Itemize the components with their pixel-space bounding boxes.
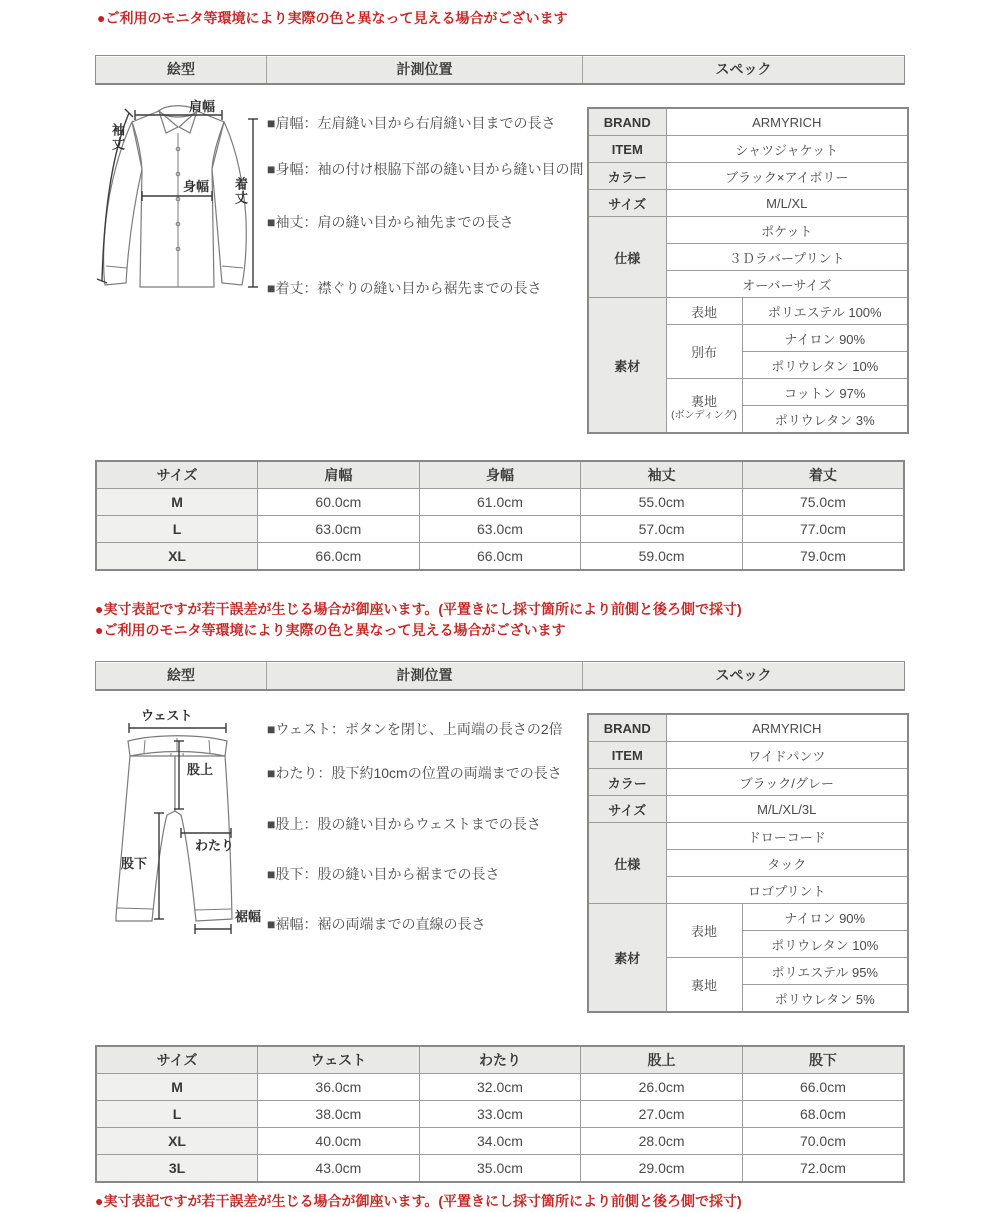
size-label: サイズ [588, 796, 666, 823]
size-cell: 68.0cm [742, 1101, 904, 1128]
measure-note: ■袖丈：肩の縫い目から袖先までの長さ [267, 213, 514, 230]
pants-waist-label: ウェスト [141, 708, 193, 723]
pants-hem-label: 裾幅 [235, 909, 262, 924]
size-row [96, 1128, 904, 1155]
size-name: XL [96, 1128, 258, 1155]
color-label: カラー [588, 163, 666, 190]
size-name: M [96, 1074, 258, 1101]
header-spec-label: スペック [582, 662, 904, 689]
size-cell: 66.0cm [742, 1074, 904, 1101]
size-cell: 57.0cm [581, 516, 743, 543]
material-value: ポリウレタン 10% [742, 931, 908, 958]
size-cell: 40.0cm [258, 1128, 420, 1155]
size-chart-header: サイズ [96, 461, 258, 489]
size-cell: 66.0cm [419, 543, 581, 571]
size-chart-header: 身幅 [419, 461, 581, 489]
size-row [96, 489, 904, 516]
pants-illustration [95, 708, 265, 939]
measure-note: ■着丈：襟ぐりの縫い目から裾先までの長さ [267, 279, 542, 296]
header-pattern-label: 絵型 [167, 61, 195, 77]
pants-spec-table [587, 713, 909, 1013]
size-cell: 75.0cm [742, 489, 904, 516]
shirt-measure-notes [267, 99, 587, 434]
size-cell: 70.0cm [742, 1128, 904, 1155]
size-cell: 29.0cm [581, 1155, 743, 1183]
size-chart-header: ウェスト [258, 1046, 420, 1074]
shirt-spec-table [587, 107, 909, 434]
pants-size-chart [95, 1045, 905, 1183]
size-name: L [96, 516, 258, 543]
size-chart-header: 着丈 [742, 461, 904, 489]
measurement-tolerance-notice: ●実寸表記ですが若干誤差が生じる場合が御座います。(平置きにし採寸箇所により前側と後ろ側で採寸) [95, 1193, 742, 1209]
brand-value: ARMYRICH [666, 108, 908, 136]
measure-note: ■肩幅：左肩縫い目から右肩縫い目までの長さ [267, 115, 556, 131]
shirt-spec [587, 99, 909, 434]
shirt-content-row [95, 99, 905, 434]
measure-note: ■身幅：袖の付け根脇下部の縫い目から縫い目の間 [267, 161, 584, 178]
feature-value: ドローコード [666, 823, 908, 850]
size-cell: 59.0cm [581, 543, 743, 571]
feature-value: ポケット [666, 217, 908, 244]
material-part: 表地 [666, 298, 742, 325]
shirt-length-label: 着丈 [233, 177, 248, 205]
brand-value: ARMYRICH [666, 714, 908, 742]
item-value: ワイドパンツ [666, 742, 908, 769]
material-label: 素材 [588, 904, 666, 1013]
material-value: ナイロン 90% [742, 325, 908, 352]
header-pattern-label: 絵型 [167, 667, 195, 683]
shirt-section-header [95, 55, 905, 85]
material-value: ポリウレタン 5% [742, 985, 908, 1013]
monitor-color-notice: ●ご利用のモニタ等環境により実際の色と異なって見える場合がございます [95, 622, 566, 638]
item-value: シャツジャケット [666, 136, 908, 163]
measure-note: ■股上：股の縫い目からウェストまでの長さ [267, 815, 541, 832]
pants-inseam-label: 股下 [121, 856, 148, 871]
brand-label: BRAND [588, 714, 666, 742]
size-row [96, 1074, 904, 1101]
material-part: 裏地 [666, 958, 742, 1013]
item-label: ITEM [588, 136, 666, 163]
size-cell: 77.0cm [742, 516, 904, 543]
size-cell: 36.0cm [258, 1074, 420, 1101]
pants-section-header [95, 661, 905, 691]
brand-label: BRAND [588, 108, 666, 136]
size-row [96, 516, 904, 543]
size-cell: 55.0cm [581, 489, 743, 516]
material-value: ポリエステル 95% [742, 958, 908, 985]
material-part [666, 379, 742, 434]
color-value: ブラック/グレー [666, 769, 908, 796]
shirt-body-width-label: 身幅 [183, 179, 210, 194]
material-part-name: 裏地 [690, 393, 717, 409]
size-label: サイズ [588, 190, 666, 217]
size-cell: 35.0cm [419, 1155, 581, 1183]
size-chart-header: 袖丈 [581, 461, 743, 489]
size-row [96, 1101, 904, 1128]
material-value: ポリエステル 100% [742, 298, 908, 325]
material-value: ナイロン 90% [742, 904, 908, 931]
size-cell: 34.0cm [419, 1128, 581, 1155]
pants-rise-label: 股上 [187, 762, 214, 777]
pants-section [95, 661, 905, 1183]
size-cell: 63.0cm [419, 516, 581, 543]
feature-value: ３Ｄラバープリント [666, 244, 908, 271]
size-name: L [96, 1101, 258, 1128]
pants-spec [587, 705, 909, 1013]
measure-note: ■ウェスト：ボタンを閉じ、上両端の長さの2倍 [267, 721, 563, 737]
header-measure-position-label: 計測位置 [266, 56, 582, 83]
material-part: 表地 [666, 904, 742, 958]
pants-content-row [95, 705, 905, 1013]
header-measure-position-label: 計測位置 [266, 662, 582, 689]
size-cell: 26.0cm [581, 1074, 743, 1101]
header-spec-label: スペック [582, 56, 904, 83]
feature-value: ロゴプリント [666, 877, 908, 904]
shirt-sleeve-length-label: 袖丈 [110, 123, 125, 151]
feature-value: タック [666, 850, 908, 877]
size-cell: 66.0cm [258, 543, 420, 571]
material-part: 別布 [666, 325, 742, 379]
material-label: 素材 [588, 298, 666, 434]
size-cell: 27.0cm [581, 1101, 743, 1128]
color-label: カラー [588, 769, 666, 796]
shirt-section [95, 55, 905, 571]
shirt-diagram [95, 99, 267, 434]
size-cell: 72.0cm [742, 1155, 904, 1183]
size-chart-header: 股上 [581, 1046, 743, 1074]
size-name: XL [96, 543, 258, 571]
size-cell: 28.0cm [581, 1128, 743, 1155]
size-row [96, 543, 904, 571]
size-cell: 43.0cm [258, 1155, 420, 1183]
pants-measure-notes [267, 705, 587, 1013]
material-value: ポリウレタン 3% [742, 406, 908, 434]
pants-thigh-label: わたり [195, 838, 235, 853]
size-row [96, 1155, 904, 1183]
item-label: ITEM [588, 742, 666, 769]
shirt-size-chart [95, 460, 905, 571]
size-name: M [96, 489, 258, 516]
size-cell: 32.0cm [419, 1074, 581, 1101]
shirt-shoulder-width-label: 肩幅 [189, 99, 216, 114]
feature-label: 仕様 [588, 823, 666, 904]
size-name: 3L [96, 1155, 258, 1183]
measure-note: ■わたり：股下約10cmの位置の両端までの長さ [267, 765, 562, 782]
measure-note: ■裾幅：裾の両端までの直線の長さ [267, 916, 486, 933]
measurement-tolerance-notice: ●実寸表記ですが若干誤差が生じる場合が御座います。(平置きにし採寸箇所により前側と後ろ側で採寸) [95, 601, 742, 617]
feature-value: オーバーサイズ [666, 271, 908, 298]
material-value: コットン 97% [742, 379, 908, 406]
color-value: ブラック×アイボリー [666, 163, 908, 190]
size-cell: 63.0cm [258, 516, 420, 543]
measure-note: ■股下：股の縫い目から裾までの長さ [267, 865, 500, 882]
size-chart-header: 肩幅 [258, 461, 420, 489]
size-value: M/L/XL [666, 190, 908, 217]
size-cell: 61.0cm [419, 489, 581, 516]
monitor-color-notice: ●ご利用のモニタ等環境により実際の色と異なって見える場合がございます [97, 10, 568, 26]
material-value: ポリウレタン 10% [742, 352, 908, 379]
feature-label: 仕様 [588, 217, 666, 298]
size-cell: 79.0cm [742, 543, 904, 571]
size-chart-header: 股下 [742, 1046, 904, 1074]
size-cell: 33.0cm [419, 1101, 581, 1128]
size-chart-header: わたり [419, 1046, 581, 1074]
size-cell: 38.0cm [258, 1101, 420, 1128]
size-value: M/L/XL/3L [666, 796, 908, 823]
size-chart-header: サイズ [96, 1046, 258, 1074]
size-cell: 60.0cm [258, 489, 420, 516]
pants-diagram [95, 705, 267, 1013]
material-part-note: (ボンディング) [671, 409, 737, 421]
